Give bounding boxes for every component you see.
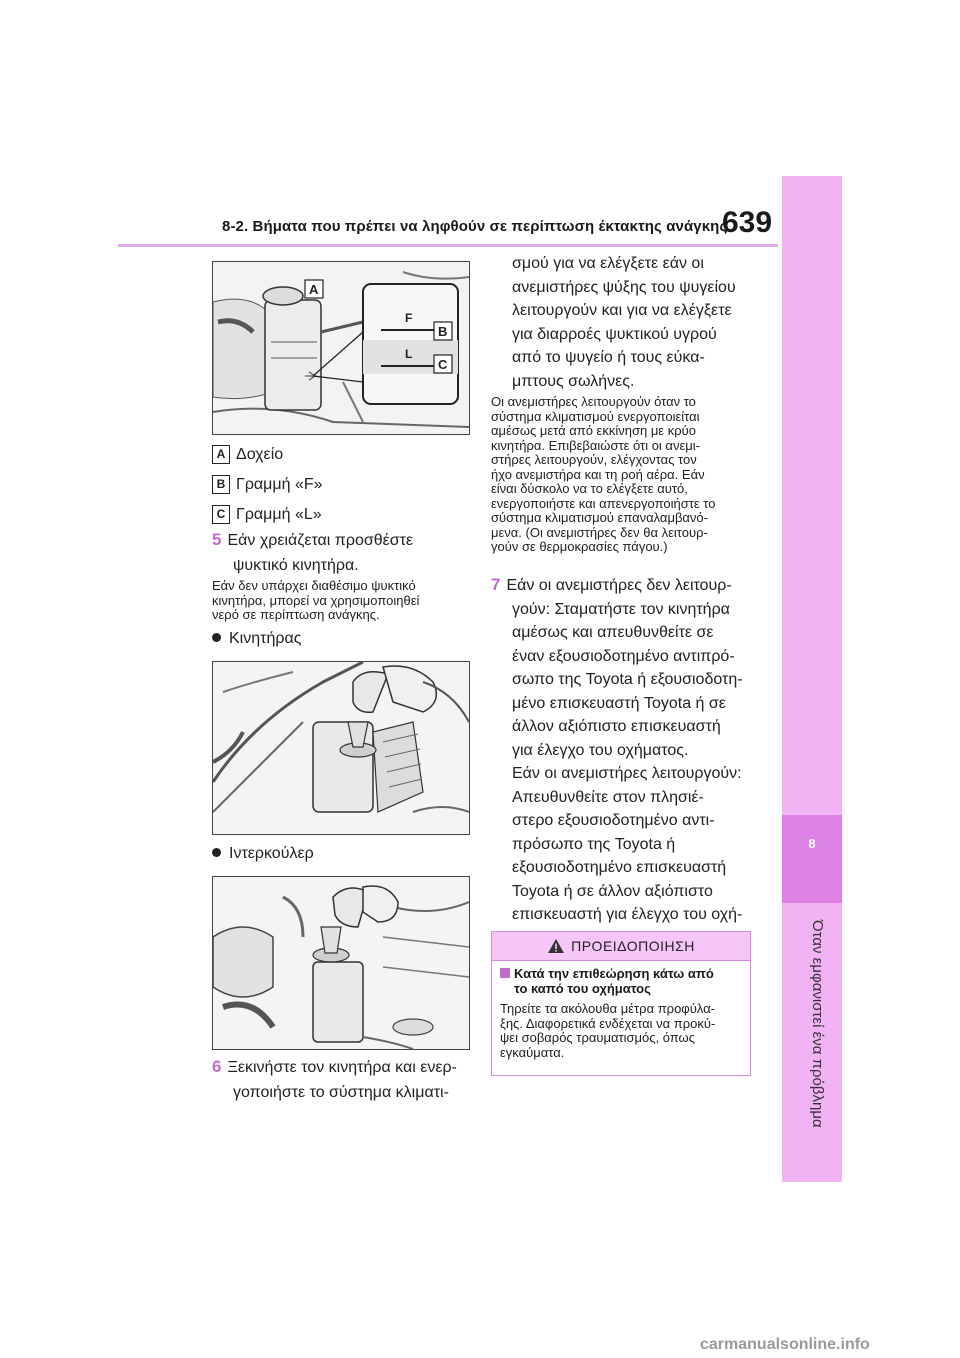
footer-watermark: carmanualsonline.info xyxy=(700,1336,870,1353)
callout-b: B xyxy=(438,324,448,339)
step-text: Εάν οι ανεμιστήρες δεν λειτουρ- xyxy=(506,577,732,594)
text-line: από το ψυγείο ή τους εύκα- xyxy=(512,349,705,366)
step-text: άλλον αξιόπιστο επισκευαστή xyxy=(512,718,721,735)
step-text: μένο επισκευαστή Toyota ή σε xyxy=(512,694,726,712)
coolant-reservoir-figure xyxy=(212,261,470,435)
legend-item-a xyxy=(212,442,283,467)
step-text: Toyota ή σε άλλον αξιόπιστο xyxy=(512,882,713,900)
warning-triangle-icon xyxy=(547,938,565,954)
warning-box xyxy=(491,931,751,1076)
step-text: γούν: Σταματήστε τον κινητήρα xyxy=(512,600,730,618)
warning-header xyxy=(492,932,750,961)
step-text: Εάν χρειάζεται προσθέστε xyxy=(227,532,414,549)
step-text: για έλεγχο του οχήματος. xyxy=(512,741,689,759)
intercooler-refill-illustration xyxy=(213,877,469,1049)
section-title: 8-2. Βήματα που πρέπει να ληφθούν σε περίπτωση έκτακτης ανάγκης xyxy=(222,218,728,235)
engine-refill-illustration xyxy=(213,662,469,834)
note-line: ενεργοποιήστε και απενεργοποιήστε το xyxy=(491,495,716,511)
bullet-intercooler xyxy=(212,841,314,866)
l-mark-text: L xyxy=(405,347,413,361)
step-text: ψυκτικό κινητήρα. xyxy=(233,557,359,574)
warning-line: ξης. Διαφορετικά ενδέχεται να προκύ- xyxy=(500,1015,716,1031)
callout-c: C xyxy=(438,357,448,372)
step-text: Ξεκινήστε τον κινητήρα και ενερ- xyxy=(227,1059,457,1076)
text-line: μπτους σωλήνες. xyxy=(512,372,635,390)
note-line: σύστημα κλιματισμού ενεργοποιείται xyxy=(491,408,700,424)
callout-a: A xyxy=(309,282,319,297)
bullet-engine xyxy=(212,626,301,651)
step-text: γοποιήστε το σύστημα κλιματι- xyxy=(233,1084,449,1101)
bullet-text: Κινητήρας xyxy=(229,630,302,647)
note-line: κινητήρα, μπορεί να χρησιμοποιηθεί xyxy=(212,592,420,608)
step-6 xyxy=(212,1054,477,1105)
step-text: στερο εξουσιοδοτημένο αντι- xyxy=(512,812,715,829)
chapter-number: 8 xyxy=(808,836,816,851)
warning-line: Τηρείτε τα ακόλουθα μέτρα προφύλα- xyxy=(500,1001,715,1016)
note-line: Οι ανεμιστήρες λειτουργούν όταν το xyxy=(491,394,696,409)
chapter-tab-active xyxy=(782,815,842,903)
note-line: Εάν δεν υπάρχει διαθέσιμο ψυκτικό xyxy=(212,578,416,593)
step-text: αμέσως και απευθυνθείτε σε xyxy=(512,624,714,641)
legend-item-b xyxy=(212,472,323,497)
intercooler-refill-figure xyxy=(212,876,470,1050)
step-text: έναν εξουσιοδοτημένο αντιπρό- xyxy=(512,647,735,665)
warning-line: εγκαύματα. xyxy=(500,1044,565,1060)
note-line: ήχο ανεμιστήρα και τη ροή αέρα. Εάν xyxy=(491,466,705,482)
note-water xyxy=(212,579,477,623)
step-text: επισκευαστή για έλεγχο του οχή- xyxy=(512,906,743,923)
bullet-dot-icon xyxy=(212,633,221,642)
text-line: ανεμιστήρες ψύξης του ψυγείου xyxy=(512,278,736,296)
legend-text: Γραμμή «F» xyxy=(236,476,323,493)
legend-text: Δοχείο xyxy=(236,446,284,463)
bullet-dot-icon xyxy=(212,848,221,857)
legend-key: C xyxy=(212,505,230,524)
step-text: εξουσιοδοτημένο επισκευαστή xyxy=(512,859,727,876)
step-6-continuation xyxy=(512,252,772,393)
step-text: σωπο της Toyota ή εξουσιοδοτη- xyxy=(512,671,743,688)
text-line: για διαρροές ψυκτικού υγρού xyxy=(512,325,717,343)
reservoir-illustration xyxy=(213,262,469,434)
note-fans xyxy=(491,395,756,555)
page-number: 639 xyxy=(722,206,773,239)
legend-item-c xyxy=(212,502,322,527)
step-text: Εάν οι ανεμιστήρες λειτουργούν: xyxy=(512,765,742,782)
step-5 xyxy=(212,527,477,578)
warning-text xyxy=(492,996,750,1060)
step-7 xyxy=(491,573,761,950)
step-number: 6 xyxy=(212,1057,222,1076)
warning-subtitle-line: Κατά την επιθεώρηση κάτω από xyxy=(514,966,714,981)
warning-subtitle xyxy=(492,961,750,996)
header-divider xyxy=(118,244,778,247)
note-line: νερό σε περίπτωση ανάγκης. xyxy=(212,607,380,622)
chapter-title: Όταν εμφανιστεί ένα πρόβλημα xyxy=(809,920,826,1128)
text-line: λειτουργούν και για να ελέγξετε xyxy=(512,302,732,319)
note-line: αμέσως μετά από εκκίνηση με κρύο xyxy=(491,423,696,438)
warning-subtitle-line: το καπό του οχήματος xyxy=(514,980,651,996)
step-text: Απευθυνθείτε στον πλησιέ- xyxy=(512,788,704,806)
note-line: είναι δύσκολο να το ελέγξετε αυτό, xyxy=(491,481,688,496)
note-line: μενα. (Οι ανεμιστήρες δεν θα λειτουρ- xyxy=(491,524,708,540)
note-line: στήρες λειτουργούν, ελέγχοντας τον xyxy=(491,452,697,467)
step-number: 7 xyxy=(491,575,501,594)
warning-line: ψει σοβαρός τραυματισμός, όπως xyxy=(500,1030,695,1045)
f-mark-text: F xyxy=(405,311,413,325)
legend-key: B xyxy=(212,475,230,494)
legend-text: Γραμμή «L» xyxy=(236,506,322,523)
square-bullet-icon xyxy=(500,968,510,978)
note-line: σύστημα κλιματισμού επαναλαμβανό- xyxy=(491,510,708,525)
bullet-text: Ιντερκούλερ xyxy=(229,845,314,862)
note-line: κινητήρα. Επιβεβαιώστε ότι οι ανεμι- xyxy=(491,437,700,453)
step-number: 5 xyxy=(212,530,222,549)
legend-key: A xyxy=(212,445,230,464)
text-line: σμού για να ελέγξετε εάν οι xyxy=(512,255,704,272)
engine-refill-figure xyxy=(212,661,470,835)
note-line: γούν σε θερμοκρασίες πάγου.) xyxy=(491,539,668,554)
step-text: πρόσωπο της Toyota ή xyxy=(512,835,676,853)
warning-title: ΠΡΟΕΙΔΟΠΟΙΗΣΗ xyxy=(571,938,695,954)
reservoir-tank-shape xyxy=(265,300,321,410)
